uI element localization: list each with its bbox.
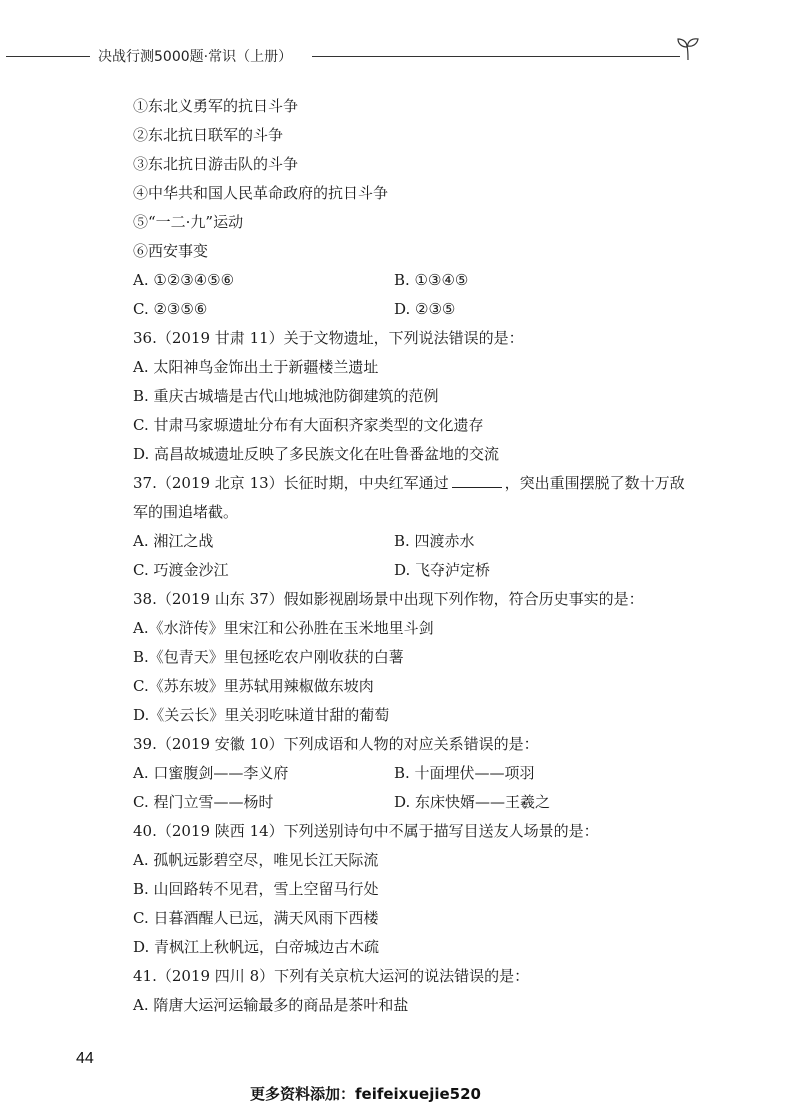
- text-line: ⑤“一二·九”运动: [133, 213, 244, 231]
- option-d: D. 东床快婿——王羲之: [394, 793, 551, 811]
- option-b: B.《包青天》里包拯吃农户刚收获的白薯: [133, 648, 404, 666]
- answer-blank: [452, 473, 502, 488]
- stem-text: 37.（2019 北京 13）长征时期，中央红军通过: [133, 474, 449, 492]
- stem-text: ，突出重围摆脱了数十万敌: [504, 474, 685, 492]
- option-b: B. 四渡赤水: [394, 532, 475, 550]
- question-stem: 39.（2019 安徽 10）下列成语和人物的对应关系错误的是：: [133, 735, 539, 753]
- option-d: D.《关云长》里关羽吃味道甘甜的葡萄: [133, 706, 390, 724]
- text-line: ②东北抗日联军的斗争: [133, 126, 284, 144]
- text-line: 军的围追堵截。: [133, 503, 239, 521]
- option-b: B. ①③④⑤: [394, 271, 469, 289]
- option-d: D. 青枫江上秋帆远，白帝城边古木疏: [133, 938, 380, 956]
- question-stem: [133, 473, 685, 493]
- option-a: A. 孤帆远影碧空尽，唯见长江天际流: [133, 851, 379, 869]
- option-c: C. 巧渡金沙江: [133, 561, 229, 579]
- footer-note: 更多资料添加：feifeixuejie520: [250, 1085, 481, 1103]
- header-rule-left: [6, 56, 90, 57]
- option-c: C. 程门立雪——杨时: [133, 793, 274, 811]
- option-d: D. 高昌故城遗址反映了多民族文化在吐鲁番盆地的交流: [133, 445, 500, 463]
- text-line: ①东北义勇军的抗日斗争: [133, 97, 299, 115]
- question-stem: 41.（2019 四川 8）下列有关京杭大运河的说法错误的是：: [133, 967, 530, 985]
- option-b: B. 十面埋伏——项羽: [394, 764, 535, 782]
- option-c: C. 甘肃马家塬遗址分布有大面积齐家类型的文化遗存: [133, 416, 484, 434]
- option-a: A. 湘江之战: [133, 532, 214, 550]
- running-header: [0, 44, 800, 68]
- option-a: A. ①②③④⑤⑥: [133, 271, 235, 289]
- text-line: ④中华共和国人民革命政府的抗日斗争: [133, 184, 389, 202]
- question-stem: 36.（2019 甘肃 11）关于文物遗址，下列说法错误的是：: [133, 329, 524, 347]
- option-a: A.《水浒传》里宋江和公孙胜在玉米地里斗剑: [133, 619, 434, 637]
- option-c: C. 日暮酒醒人已远，满天风雨下西楼: [133, 909, 379, 927]
- question-stem: 38.（2019 山东 37）假如影视剧场景中出现下列作物，符合历史事实的是：: [133, 590, 644, 608]
- option-c: C.《苏东坡》里苏轼用辣椒做东坡肉: [133, 677, 374, 695]
- option-a: A. 太阳神鸟金饰出土于新疆楼兰遗址: [133, 358, 379, 376]
- sprout-icon: [674, 36, 702, 62]
- option-a: A. 隋唐大运河运输最多的商品是茶叶和盐: [133, 996, 409, 1014]
- page-number: 44: [76, 1050, 94, 1067]
- header-title: 决战行测5000题·常识（上册）: [98, 49, 293, 65]
- option-b: B. 重庆古城墙是古代山地城池防御建筑的范例: [133, 387, 439, 405]
- option-a: A. 口蜜腹剑——李义府: [133, 764, 289, 782]
- text-line: ⑥西安事变: [133, 242, 209, 260]
- option-c: C. ②③⑤⑥: [133, 300, 208, 318]
- question-stem: 40.（2019 陕西 14）下列送别诗句中不属于描写目送友人场景的是：: [133, 822, 599, 840]
- option-b: B. 山回路转不见君，雪上空留马行处: [133, 880, 379, 898]
- header-rule-right: [312, 56, 680, 57]
- text-line: ③东北抗日游击队的斗争: [133, 155, 299, 173]
- option-d: D. ②③⑤: [394, 300, 456, 318]
- option-d: D. 飞夺泸定桥: [394, 561, 491, 579]
